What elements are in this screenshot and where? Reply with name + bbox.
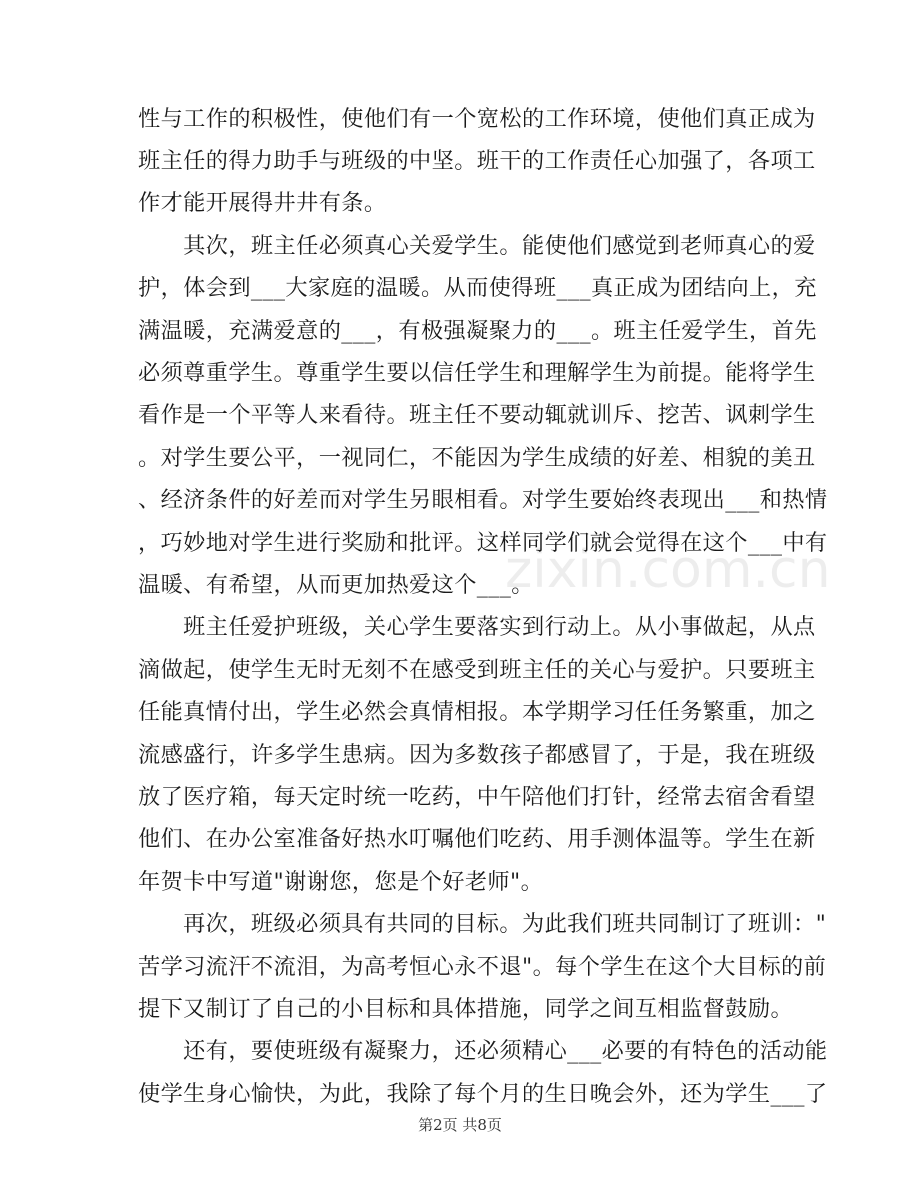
text-line: 使学生身心愉快，为此，我除了每个月的生日晚会外，还为学生___了 xyxy=(138,1081,828,1107)
text-line: 年贺卡中写道"谢谢您，您是个好老师"。 xyxy=(138,869,544,895)
text-line: 班主任爱护班级，关心学生要落实到行动上。从小事做起，从点 xyxy=(138,614,816,640)
text-line: 其次，班主任必须真心关爱学生。能使他们感觉到老师真心的爱 xyxy=(138,233,816,259)
text-line: 还有，要使班级有凝聚力，还必须精心___必要的有特色的活动能 xyxy=(138,1038,828,1064)
text-line: 班主任的得力助手与班级的中坚。班干的工作责任心加强了，各项工 xyxy=(138,148,816,174)
text-line: 、经济条件的好差而对学生另眼相看。对学生要始终表现出___和热情 xyxy=(138,487,828,513)
text-line: 护，体会到___大家庭的温暖。从而使得班___真正成为团结向上，充 xyxy=(138,275,817,301)
text-line: 温暖、有希望，从而更加热爱这个___。 xyxy=(138,572,534,598)
page-number: 第2页 共8页 xyxy=(418,1116,502,1134)
text-line: 看作是一个平等人来看待。班主任不要动辄就训斥、挖苦、讽刺学生 xyxy=(138,402,816,428)
text-line: 苦学习流汗不流泪，为高考恒心永不退"。每个学生在这个大目标的前 xyxy=(138,954,827,980)
text-line: 提下又制订了自己的小目标和具体措施，同学之间互相监督鼓励。 xyxy=(138,996,794,1022)
text-line: 作才能开展得井井有条。 xyxy=(138,190,387,216)
text-line: 再次，班级必须具有共同的目标。为此我们班共同制订了班训：" xyxy=(138,911,827,937)
watermark: zixin.com.cn xyxy=(505,540,831,600)
text-line: 滴做起，使学生无时无刻不在感受到班主任的关心与爱护。只要班主 xyxy=(138,657,816,683)
text-line: 流感盛行，许多学生患病。因为多数孩子都感冒了，于是，我在班级 xyxy=(138,742,816,768)
text-line: 必须尊重学生。尊重学生要以信任学生和理解学生为前提。能将学生 xyxy=(138,360,816,386)
text-line: 任能真情付出，学生必然会真情相报。本学期学习任任务繁重，加之 xyxy=(138,699,816,725)
text-line: 放了医疗箱，每天定时统一吃药，中午陪他们打针，经常去宿舍看望 xyxy=(138,784,816,810)
text-line: ，巧妙地对学生进行奖励和批评。这样同学们就会觉得在这个___中有 xyxy=(138,530,828,556)
text-line: 。对学生要公平，一视同仁，不能因为学生成绩的好差、相貌的美丑 xyxy=(138,445,816,471)
text-line: 满温暖，充满爱意的___，有极强凝聚力的___。班主任爱学生，首先 xyxy=(138,318,817,344)
text-line: 性与工作的积极性，使他们有一个宽松的工作环境，使他们真正成为 xyxy=(138,106,816,132)
text-line: 他们、在办公室准备好热水叮嘱他们吃药、用手测体温等。学生在新 xyxy=(138,826,816,852)
